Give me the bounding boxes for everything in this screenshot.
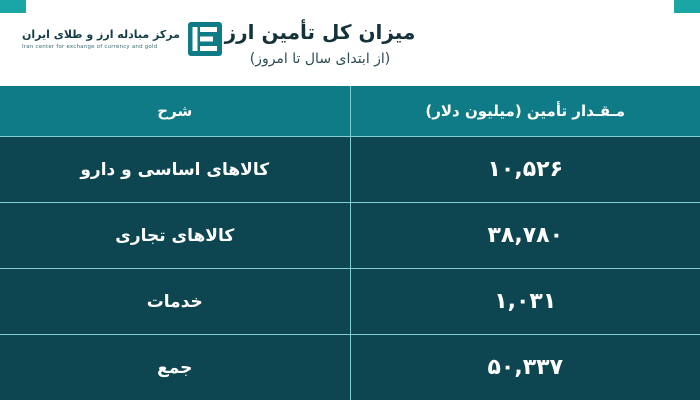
logo-name-en: Iran center for exchange of currency and gold	[22, 44, 158, 50]
accent-bar-right	[674, 0, 700, 13]
card-header	[0, 0, 700, 86]
table-row-total	[0, 335, 700, 401]
cell-description: خدمات	[0, 269, 350, 335]
cell-description: کالاهای اساسی و دارو	[0, 137, 350, 203]
cell-amount: ۱۰,۵۲۶	[350, 137, 700, 203]
table-header-row	[0, 86, 700, 137]
accent-bar-left	[0, 0, 26, 13]
cell-amount-total: ۵۰,۳۳۷	[350, 335, 700, 401]
column-header-description: شرح	[0, 86, 350, 137]
page-subtitle: (از ابتدای سال تا امروز)	[249, 51, 391, 67]
column-header-amount: مـقـدار تأمین (میلیون دلار)	[350, 86, 700, 137]
table-row	[0, 137, 700, 203]
exchange-logo-icon	[188, 22, 222, 56]
cell-amount: ۳۸,۷۸۰	[350, 203, 700, 269]
table-row	[0, 269, 700, 335]
organization-logo	[22, 22, 222, 56]
page-title: میزان کل تأمین ارز	[224, 20, 416, 44]
cell-amount: ۱,۰۳۱	[350, 269, 700, 335]
cell-description: کالاهای تجاری	[0, 203, 350, 269]
cell-description-total: جمع	[0, 335, 350, 401]
logo-text-block	[22, 28, 180, 50]
logo-name-fa: مرکز مبادله ارز و طلای ایران	[22, 28, 180, 41]
table-header	[0, 86, 700, 137]
supply-table	[0, 86, 700, 400]
table-body	[0, 137, 700, 401]
table-row	[0, 203, 700, 269]
